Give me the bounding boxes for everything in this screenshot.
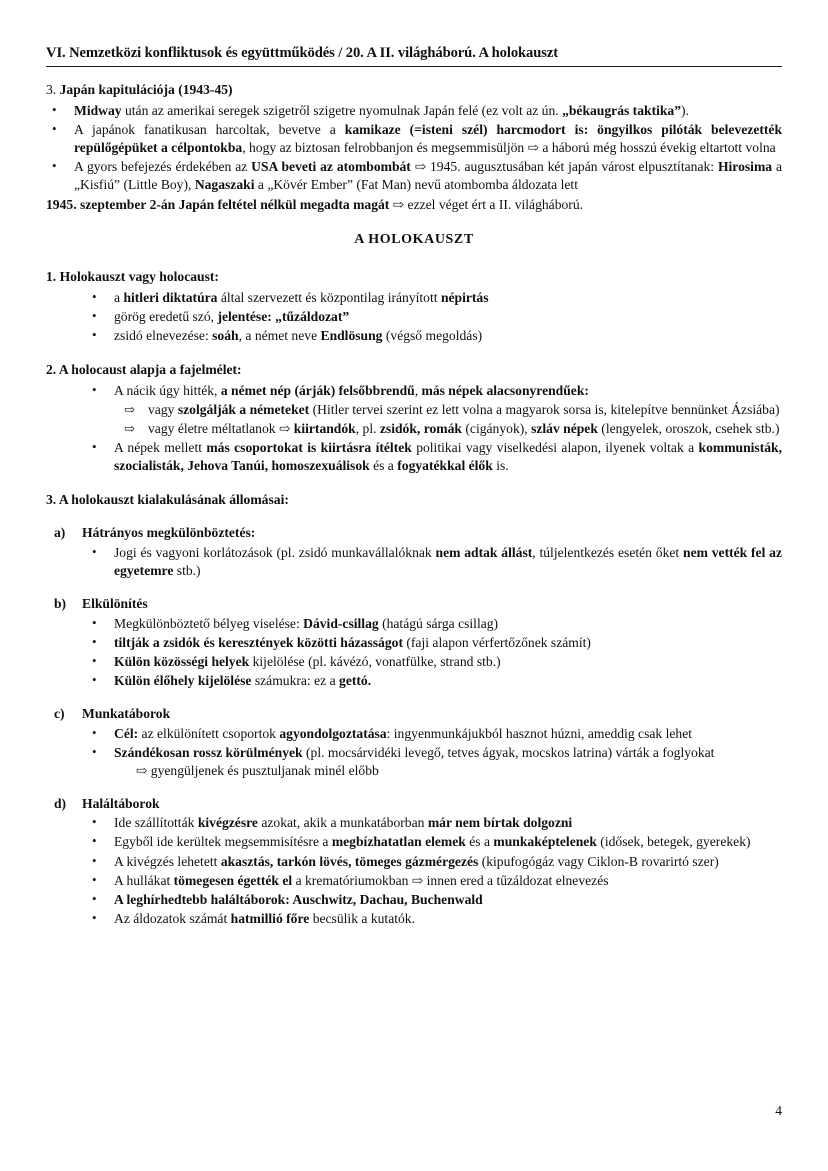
list-item bbox=[88, 634, 782, 652]
section-2-arrow-list bbox=[46, 401, 782, 438]
text-run: ⇨ ezzel véget ért a II. világháború. bbox=[389, 197, 584, 213]
list-item bbox=[88, 725, 782, 743]
list-item bbox=[88, 744, 782, 780]
text-run: , bbox=[414, 382, 422, 398]
bold-run: hatmillió főre bbox=[230, 910, 310, 926]
lettered-block bbox=[46, 705, 782, 780]
japan-section bbox=[46, 81, 782, 214]
lettered-title: Elkülönítés bbox=[82, 595, 148, 611]
lettered-title: Hátrányos megkülönböztetés: bbox=[82, 525, 256, 541]
text-run: Az áldozatok számát bbox=[114, 910, 231, 926]
page-number: 4 bbox=[775, 1103, 782, 1118]
text-run: és a bbox=[465, 834, 494, 850]
text-run: (faji alapon vérfertőzőnek számít) bbox=[402, 634, 591, 650]
lettered-marker: c) bbox=[54, 705, 65, 721]
list-item bbox=[124, 401, 782, 419]
bold-run: Hirosima bbox=[717, 159, 773, 175]
bold-run: soáh bbox=[212, 328, 239, 344]
text-run: (lengyelek, oroszok, csehek stb.) bbox=[597, 421, 780, 437]
text-run: A kivégzés lehetett bbox=[114, 853, 221, 869]
text-run: A hullákat bbox=[114, 872, 174, 888]
japan-section-title-text: Japán kapitulációja (1943-45) bbox=[59, 82, 233, 98]
bold-run: kiirtandók bbox=[293, 421, 356, 437]
bold-run: tömegesen égették el bbox=[173, 872, 293, 888]
lettered-bullet-list bbox=[46, 615, 782, 690]
list-item bbox=[88, 872, 782, 890]
section-1-bullet-list bbox=[46, 289, 782, 345]
lettered-marker: a) bbox=[54, 525, 66, 541]
bold-run: fogyatékkal élők bbox=[397, 458, 493, 474]
bold-run: Külön élőhely kijelölése bbox=[114, 672, 252, 688]
list-item bbox=[46, 121, 782, 157]
text-run: ). bbox=[681, 102, 689, 118]
bold-run: Szándékosan rossz körülmények bbox=[114, 744, 303, 760]
lettered-block bbox=[46, 795, 782, 928]
arrow-continuation: ⇨ gyengüljenek és pusztuljanak minél előbb bbox=[136, 762, 379, 778]
bold-run: nem vették fel az egyetemre bbox=[114, 544, 783, 578]
text-run: , pl. bbox=[355, 421, 380, 437]
bold-run: Külön közösségi helyek bbox=[114, 653, 250, 669]
list-item bbox=[88, 327, 782, 345]
bold-run: szláv népek bbox=[531, 421, 598, 437]
bold-run: nem adtak állást bbox=[435, 544, 533, 560]
text-run: Ide szállították bbox=[114, 815, 198, 831]
japan-closing-line bbox=[46, 196, 782, 214]
japan-section-number: 3. bbox=[46, 82, 57, 98]
list-item bbox=[46, 102, 782, 120]
text-run: Megkülönböztető bélyeg viselése: bbox=[114, 615, 304, 631]
text-run: (pl. mocsárvidéki levegő, tetves ágyak, mocskos latrina) várták a foglyokat bbox=[302, 744, 715, 760]
section-2-heading: 2. A holocaust alapja a fajelmélet: bbox=[46, 362, 242, 378]
text-run: kijelölése (pl. kávézó, vonatfülke, strand stb.) bbox=[249, 653, 501, 669]
text-run: után az amerikai seregek szigetről szigetre nyomulnak Japán felé (ez volt az ún. bbox=[121, 102, 563, 118]
list-item bbox=[88, 910, 782, 928]
text-run: , hogy az biztosan felrobbanjon és megsemmisüljön ⇨ a háború még hosszú évekig eltartott volna bbox=[242, 140, 776, 156]
section-1 bbox=[46, 268, 782, 345]
lettered-heading bbox=[46, 795, 782, 813]
bold-run: szolgálják a németeket bbox=[177, 402, 310, 418]
bold-run: Cél: bbox=[114, 725, 139, 741]
text-run: A nácik úgy hitték, bbox=[114, 382, 221, 398]
section-3-heading: 3. A holokauszt kialakulásának állomásai: bbox=[46, 492, 289, 508]
list-item bbox=[88, 382, 782, 400]
bold-run: 1945. szeptember 2-án Japán feltétel nélkül megadta magát bbox=[46, 197, 390, 213]
list-item bbox=[88, 853, 782, 871]
text-run: A japánok fanatikusan harcoltak, bevetve a bbox=[74, 121, 345, 137]
section-2-first-bullet bbox=[46, 382, 782, 400]
lettered-bullet-list bbox=[46, 544, 782, 580]
list-item bbox=[88, 308, 782, 326]
bold-run: a német nép (árják) felsőbbrendű bbox=[220, 382, 415, 398]
bold-run: megbízhatatlan elemek bbox=[331, 834, 466, 850]
list-item bbox=[88, 544, 782, 580]
lettered-heading bbox=[46, 595, 782, 613]
lettered-marker: b) bbox=[54, 595, 67, 611]
text-run: az elkülönített csoportok bbox=[138, 725, 280, 741]
bold-run: más népek alacsonyrendűek: bbox=[421, 382, 589, 398]
text-run: (kipufogógáz vagy Ciklon-B rovarirtó szer) bbox=[478, 853, 719, 869]
text-run: (hatágú sárga csillag) bbox=[378, 615, 499, 631]
text-run: Egyből ide kerültek megsemmisítésre a bbox=[114, 834, 332, 850]
section-1-heading: 1. Holokauszt vagy holocaust: bbox=[46, 269, 219, 285]
bold-run: zsidók, romák bbox=[379, 421, 462, 437]
text-run: stb.) bbox=[173, 562, 201, 578]
lettered-block bbox=[46, 595, 782, 690]
bold-run: akasztás, tarkón lövés, tömeges gázmérgezés bbox=[220, 853, 479, 869]
text-run: ⇨ 1945. augusztusában két japán várost elpusztítanak: bbox=[410, 159, 718, 175]
japan-bullet-list bbox=[46, 102, 782, 194]
list-item bbox=[124, 420, 782, 438]
text-run: , a német neve bbox=[238, 328, 321, 344]
section-2-second-bullet bbox=[46, 439, 782, 475]
text-run: becsülik a kutatók. bbox=[309, 910, 416, 926]
bold-run: gettó. bbox=[339, 672, 372, 688]
bold-run: munkaképtelenek bbox=[493, 834, 597, 850]
bold-run: kamikaze (=isteni szél) harcmodort is: öngyilkos pilóták belevezették repülőgépüket a célpontokba bbox=[74, 121, 783, 156]
text-run: politikai vagy viselkedési alapon, ilyenek voltak a bbox=[411, 440, 699, 456]
bold-run: más csoportokat is kiirtásra ítéltek bbox=[206, 440, 412, 456]
text-run: a krematóriumokban ⇨ innen ered a tűzáldozat elnevezés bbox=[292, 872, 609, 888]
text-run: és a bbox=[369, 458, 398, 474]
list-item bbox=[88, 672, 782, 690]
holocaust-main-title: A HOLOKAUSZT bbox=[354, 232, 474, 248]
lettered-title: Munkatáborok bbox=[82, 705, 171, 721]
bold-run: Endlösung bbox=[320, 328, 383, 344]
section-3 bbox=[46, 491, 782, 928]
bold-run: jelentése: „tűzáldozat” bbox=[217, 309, 350, 325]
spacer bbox=[46, 476, 782, 491]
text-run: a bbox=[114, 290, 124, 306]
section-2 bbox=[46, 361, 782, 475]
bold-run: agyondolgoztatása bbox=[279, 725, 387, 741]
list-item bbox=[88, 833, 782, 851]
lettered-heading bbox=[46, 524, 782, 542]
text-run: (végső megoldás) bbox=[382, 328, 483, 344]
text-run: a „Kisfiú” (Little Boy), bbox=[74, 159, 782, 193]
text-run: görög eredetű szó, bbox=[114, 309, 218, 325]
bold-run: Midway bbox=[74, 102, 122, 118]
list-item bbox=[88, 289, 782, 307]
bold-run: A leghírhedtebb haláltáborok: Auschwitz, Dachau, Buchenwald bbox=[114, 891, 483, 907]
text-run: is. bbox=[492, 458, 509, 474]
lettered-title: Haláltáborok bbox=[82, 795, 160, 811]
bold-run: népirtás bbox=[440, 290, 489, 306]
text-run: (idősek, betegek, gyerekek) bbox=[596, 834, 751, 850]
text-run: vagy életre méltatlanok ⇨ bbox=[148, 421, 294, 437]
list-item bbox=[88, 891, 782, 909]
bold-run: hitleri diktatúra bbox=[123, 290, 218, 306]
list-item bbox=[88, 653, 782, 671]
text-run: : ingyenmunkájukból hasznot húzni, ameddig csak lehet bbox=[386, 725, 693, 741]
text-run: (cigányok), bbox=[461, 421, 532, 437]
bold-run: már nem bírtak dolgozni bbox=[427, 815, 573, 831]
lettered-marker: d) bbox=[54, 795, 67, 811]
text-run: a „Kövér Ember” (Fat Man) nevű atombomba áldozata lett bbox=[254, 177, 578, 193]
text-run: (Hitler tervei szerint ez lett volna a magyarok sorsa is, kitelepítve bennünket Ázsiába) bbox=[309, 402, 780, 418]
bold-run: USA beveti az atombombát bbox=[251, 159, 411, 175]
page-header: VI. Nemzetközi konfliktusok és együttműködés / 20. A II. világháború. A holokauszt bbox=[46, 44, 782, 67]
text-run: által szervezett és központilag irányított bbox=[217, 290, 441, 306]
text-run: azokat, akik a munkatáborban bbox=[257, 815, 428, 831]
section-3-lettered-items bbox=[46, 524, 782, 928]
text-run: A gyors befejezés érdekében az bbox=[74, 159, 252, 175]
bold-run: kivégzésre bbox=[197, 815, 258, 831]
list-item bbox=[88, 814, 782, 832]
text-run: vagy bbox=[148, 402, 178, 418]
list-item bbox=[46, 158, 782, 194]
lettered-bullet-list bbox=[46, 725, 782, 780]
japan-section-title bbox=[46, 81, 782, 99]
bold-run: Nagaszaki bbox=[194, 177, 255, 193]
lettered-heading bbox=[46, 705, 782, 723]
text-run: számukra: ez a bbox=[251, 672, 340, 688]
spacer bbox=[46, 346, 782, 361]
text-run: zsidó elnevezése: bbox=[114, 328, 213, 344]
text-run: Jogi és vagyoni korlátozások (pl. zsidó munkavállalóknak bbox=[114, 544, 436, 560]
lettered-block bbox=[46, 524, 782, 580]
bold-run: Dávid-csillag bbox=[303, 615, 379, 631]
list-item bbox=[88, 615, 782, 633]
bold-run: „békaugrás taktika” bbox=[562, 102, 682, 118]
bold-run: kommunisták, szocialisták, Jehova Tanúi, homoszexuálisok bbox=[114, 440, 782, 474]
bold-run: tiltják a zsidók és keresztények közötti házasságot bbox=[114, 634, 403, 650]
text-run: , túljelentkezés esetén őket bbox=[532, 544, 684, 560]
list-item bbox=[88, 439, 782, 475]
lettered-bullet-list bbox=[46, 814, 782, 927]
text-run: A népek mellett bbox=[114, 440, 207, 456]
